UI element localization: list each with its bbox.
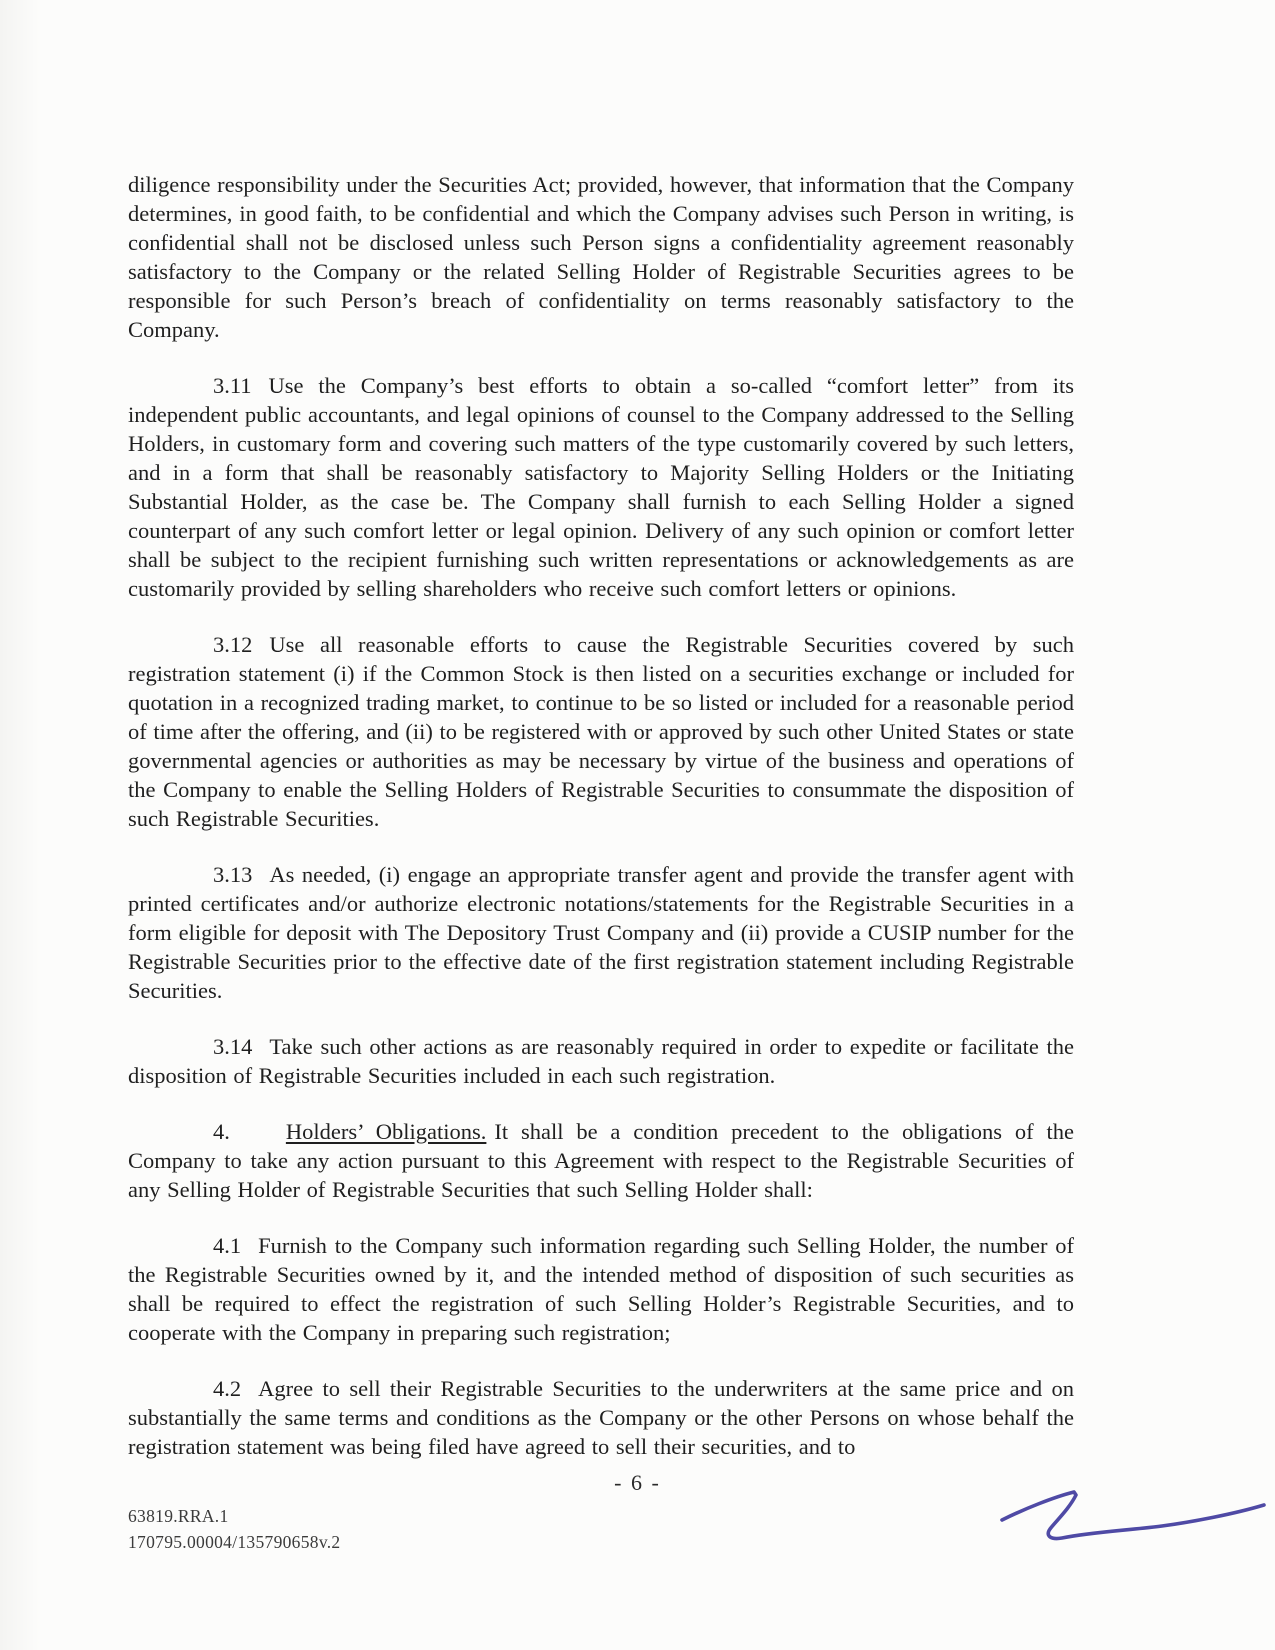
section-text: Use the Company’s best efforts to obtain a so-called “comfort letter” from its independent public accountants, and legal opinions of counsel to the Company addressed to the Selling Holders, in customary form and covering such matters of the type customarily covered by such letters, and in a form that shall be reasonably satisfactory to Majority Selling Holders or the Initiating Substantial Holder, as the case be. The Company shall furnish to each Selling Holder a signed counterpart of any such comfort letter or legal opinion. Delivery of any such opinion or comfort letter shall be subject to the recipient furnishing such written representations or acknowledgements as are customarily provided by selling shareholders who receive such comfort letters or opinions. (128, 373, 1074, 601)
section-number: 4. (213, 1119, 230, 1144)
section-4-holders-obligations (128, 1117, 1074, 1204)
section-number: 3.13 (213, 862, 253, 887)
footer-document-id: 63819.RRA.1 (128, 1506, 229, 1526)
document-body (128, 170, 1074, 1488)
document-footer (128, 1503, 340, 1555)
section-text: Take such other actions as are reasonably required in order to expedite or facilitate the disposition of Registrable Securities included in each such registration. (128, 1034, 1074, 1088)
signature-stroke (1002, 1492, 1264, 1539)
section-3-11 (128, 371, 1074, 603)
section-3-14 (128, 1032, 1074, 1090)
section-number: 3.11 (213, 373, 252, 398)
section-text: Furnish to the Company such information regarding such Selling Holder, the number of the Registrable Securities owned by it, and the intended method of disposition of such securities as shall be required to effect the registration of such Selling Holder’s Registrable Securities, and to cooperate with the Company in preparing such registration; (128, 1233, 1074, 1345)
paragraph-text: diligence responsibility under the Securities Act; provided, however, that information that the Company determines, in good faith, to be confidential and which the Company advises such Person in writing, is confidential shall not be disclosed unless such Person signs a confidentiality agreement reasonably satisfactory to the Company or the related Selling Holder of Registrable Securities agrees to be responsible for such Person’s breach of confidentiality on terms reasonably satisfactory to the Company. (128, 172, 1074, 342)
section-heading-underlined: Holders’ Obligations. (285, 1119, 487, 1144)
section-4-2 (128, 1374, 1074, 1461)
section-text: It shall be a condition precedent to the obligations of the Company to take any action pursuant to this Agreement with respect to the Registrable Securities of any Selling Holder of Registrable Securities that such Selling Holder shall: (128, 1119, 1074, 1202)
section-number: 4.2 (213, 1376, 242, 1401)
section-text: Agree to sell their Registrable Securities to the underwriters at the same price and on substantially the same terms and conditions as the Company or the other Persons on whose behalf the registration statement was being filed have agreed to sell their securities, and to (128, 1376, 1074, 1459)
section-number: 4.1 (213, 1233, 242, 1258)
section-3-13 (128, 860, 1074, 1005)
section-text: Use all reasonable efforts to cause the Registrable Securities covered by such registration statement (i) if the Common Stock is then listed on a securities exchange or included for quotation in a recognized trading market, to continue to be so listed or included for a reasonable period of time after the offering, and (ii) to be registered with or approved by such other United States or state governmental agencies or authorities as may be necessary by virtue of the business and operations of the Company to enable the Selling Holders of Registrable Securities to consummate the disposition of such Registrable Securities. (128, 632, 1074, 831)
section-3-12 (128, 630, 1074, 833)
section-number: 3.12 (213, 632, 253, 657)
page-number: - 6 - (614, 1470, 661, 1495)
paragraph-continuation (128, 170, 1074, 344)
section-4-1 (128, 1231, 1074, 1347)
footer-matter-number: 170795.00004/135790658v.2 (128, 1532, 341, 1552)
section-number: 3.14 (213, 1034, 253, 1059)
signature-ink-mark (942, 1466, 1272, 1566)
section-text: As needed, (i) engage an appropriate transfer agent and provide the transfer agent with printed certificates and/or authorize electronic notations/statements for the Registrable Securities in a form eligible for deposit with The Depository Trust Company and (ii) provide a CUSIP number for the Registrable Securities prior to the effective date of the first registration statement including Registrable Securities. (128, 862, 1074, 1003)
